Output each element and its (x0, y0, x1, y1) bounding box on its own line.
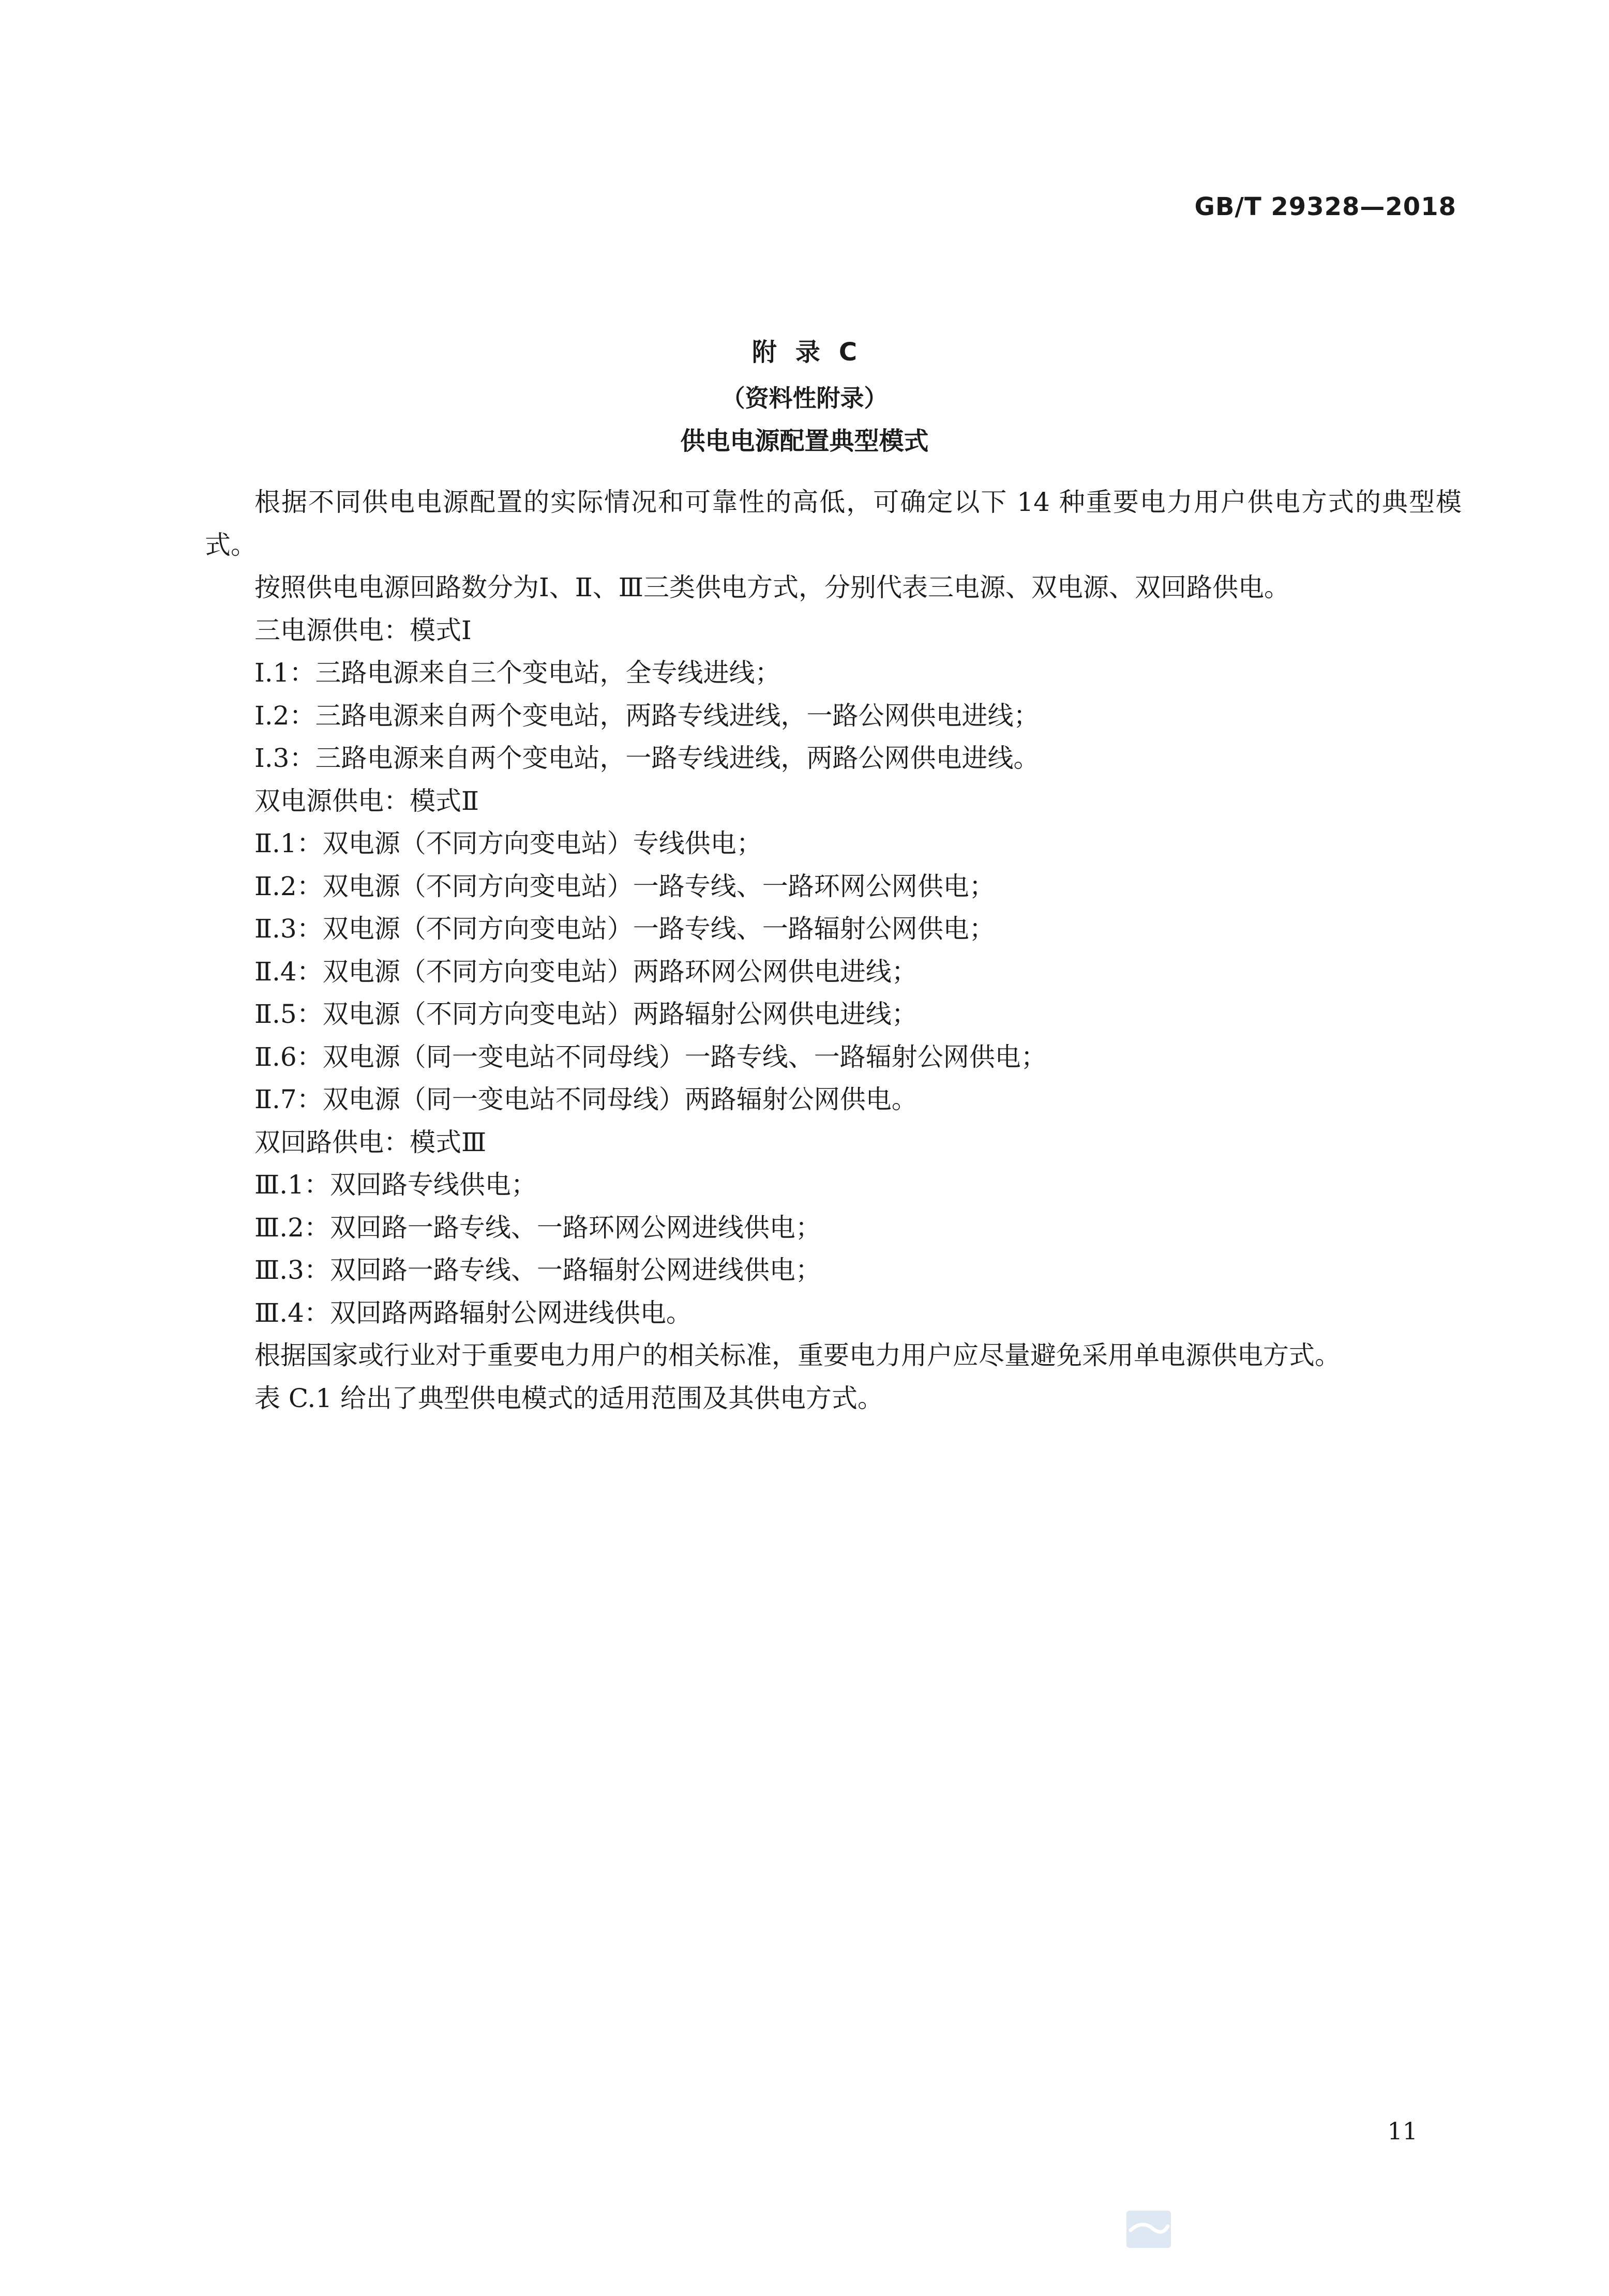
appendix-heading (0, 335, 1609, 462)
appendix-type: （资料性附录） (721, 384, 888, 412)
paragraph: 双电源供电：模式Ⅱ (254, 786, 479, 816)
paragraph: 根据国家或行业对于重要电力用户的相关标准，重要电力用户应尽量避免采用单电源供电方式。 (254, 1340, 1341, 1370)
list-item: Ⅲ.4：双回路两路辐射公网进线供电。 (254, 1297, 692, 1328)
page-number: 11 (1387, 2117, 1418, 2145)
standard-code: GB/T 29328—2018 (1194, 192, 1456, 221)
list-item: Ⅰ.1：三路电源来自三个变电站，全专线进线； (254, 658, 781, 688)
appendix-title: 供电电源配置典型模式 (680, 427, 929, 456)
list-item: Ⅱ.1：双电源（不同方向变电站）专线供电； (254, 828, 762, 858)
list-item: Ⅱ.2：双电源（不同方向变电站）一路专线、一路环网公网供电； (254, 871, 995, 901)
paragraph: 三电源供电：模式Ⅰ (254, 615, 472, 645)
list-item: Ⅱ.5：双电源（不同方向变电站）两路辐射公网供电进线； (254, 999, 918, 1029)
body-text (205, 481, 1462, 1419)
appendix-label: 附录C (751, 338, 876, 367)
list-item: Ⅲ.2：双回路一路专线、一路环网公网进线供电； (254, 1212, 821, 1243)
list-item: Ⅰ.3：三路电源来自两个变电站，一路专线进线，两路公网供电进线。 (254, 743, 1040, 773)
list-item: Ⅱ.3：双电源（不同方向变电站）一路专线、一路辐射公网供电； (254, 914, 995, 944)
list-item: Ⅲ.1：双回路专线供电； (254, 1170, 537, 1200)
list-item: Ⅰ.2：三路电源来自两个变电站，两路专线进线，一路公网供电进线； (254, 700, 1040, 731)
paragraph: 按照供电电源回路数分为Ⅰ、Ⅱ、Ⅲ三类供电方式，分别代表三电源、双电源、双回路供电。 (254, 572, 1290, 602)
list-item: Ⅲ.3：双回路一路专线、一路辐射公网进线供电； (254, 1255, 821, 1285)
paragraph: 表 C.1 给出了典型供电模式的适用范围及其供电方式。 (254, 1383, 883, 1413)
list-item: Ⅱ.6：双电源（同一变电站不同母线）一路专线、一路辐射公网供电； (254, 1041, 1047, 1072)
list-item: Ⅱ.4：双电源（不同方向变电站）两路环网公网供电进线； (254, 956, 918, 987)
paragraph: 双回路供电：模式Ⅲ (254, 1127, 487, 1157)
paragraph: 根据不同供电电源配置的实际情况和可靠性的高低，可确定以下 14 种重要电力用户供电方式的典型模式。 (205, 487, 1462, 560)
list-item: Ⅱ.7：双电源（同一变电站不同母线）两路辐射公网供电。 (254, 1084, 918, 1114)
publisher-logo-icon (1126, 2211, 1171, 2248)
